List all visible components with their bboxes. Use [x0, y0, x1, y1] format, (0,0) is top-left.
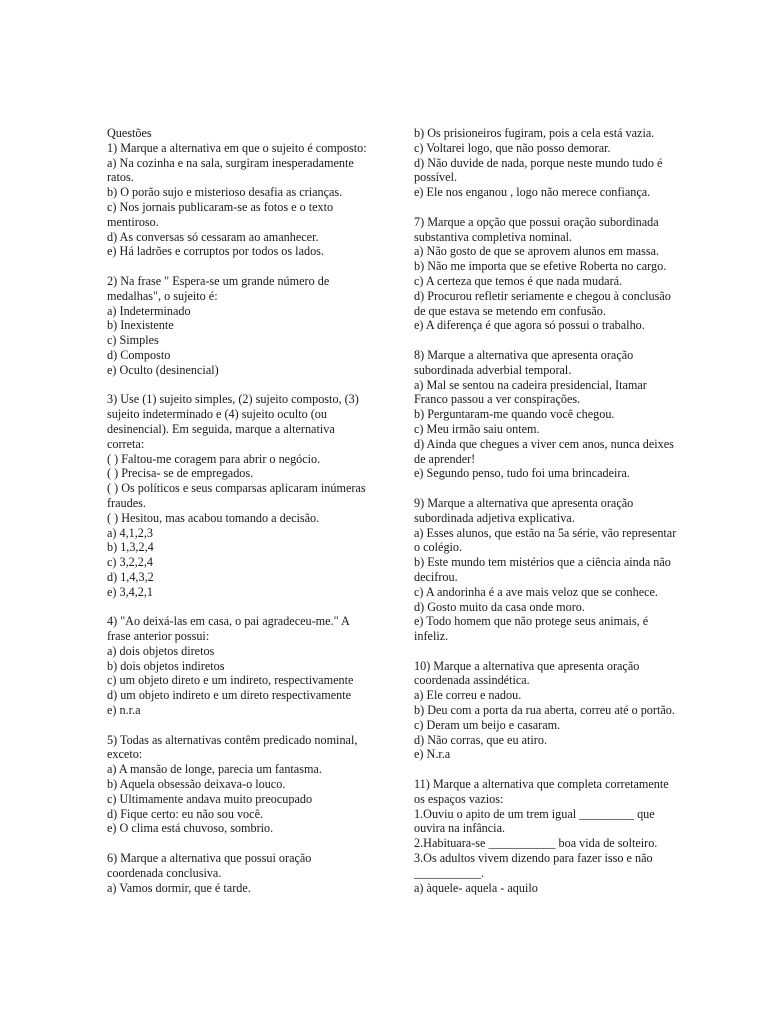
option-e: e) Todo homem que não protege seus animais, é infeliz. [414, 614, 649, 644]
option-a: a) Vamos dormir, que é tarde. [107, 880, 251, 895]
option-a: a) Ele correu e nadou. [414, 688, 522, 703]
option-a: a) A mansão de longe, parecia um fantasma. [107, 762, 322, 777]
fill-item-4: ( ) Hesitou, mas acabou tomando a decisão. [107, 510, 320, 525]
option-c: c) Ultimamente andava muito preocupado [107, 791, 313, 806]
question-2 [107, 274, 369, 378]
right-column [414, 126, 682, 895]
option-d: d) Gosto muito da casa onde moro. [414, 599, 585, 614]
option-d: d) Ainda que chegues a viver cem anos, nunca deixes de aprender! [414, 436, 674, 466]
option-b: b) Os prisioneiros fugiram, pois a cela está vazia. [414, 126, 655, 140]
question-stem: 6) Marque a alternativa que possui oração coordenada conclusiva. [107, 851, 312, 880]
option-d: d) Não duvide de nada, porque neste mundo tudo é possível. [414, 155, 663, 185]
option-b: b) O porão sujo e misterioso desafia as crianças. [107, 185, 343, 200]
option-e: e) N.r.a [414, 747, 451, 762]
option-d: d) 1,4,3,2 [107, 569, 154, 584]
question-stem: 4) "Ao deixá-las em casa, o pai agradeceu-me." A frase anterior possui: [107, 614, 350, 644]
option-e: e) Ele nos enganou , logo não merece confiança. [414, 185, 651, 200]
option-e: e) O clima está chuvoso, sombrio. [107, 821, 274, 836]
option-b: b) Perguntaram-me quando você chegou. [414, 407, 615, 422]
option-a: a) Esses alunos, que estão na 5a série, vão representar o colégio. [414, 525, 677, 555]
option-c: c) A certeza que temos é que nada mudará. [414, 273, 623, 288]
option-c: c) um objeto direto e um indireto, respectivamente [107, 673, 354, 688]
question-3 [107, 392, 369, 599]
fill-item-2: 2.Habituara-se ___________ boa vida de solteiro. [414, 836, 658, 851]
question-1 [107, 141, 369, 259]
option-e: e) Segundo penso, tudo foi uma brincadeira. [414, 466, 630, 481]
question-stem: 11) Marque a alternativa que completa corretamente os espaços vazios: [414, 777, 669, 806]
option-a: a) Não gosto de que se aprovem alunos em massa. [414, 244, 660, 259]
option-d: d) Não corras, que eu atiro. [414, 732, 547, 747]
question-11 [414, 777, 682, 895]
question-6 [107, 851, 369, 895]
section-title: Questões [107, 126, 152, 140]
question-10 [414, 659, 682, 763]
option-e: e) Há ladrões e corruptos por todos os lados. [107, 244, 324, 259]
option-d: d) Fique certo: eu não sou você. [107, 806, 264, 821]
option-c: c) A andorinha é a ave mais veloz que se conhece. [414, 584, 658, 599]
option-c: c) Nos jornais publicaram-se as fotos e o texto mentiroso. [107, 199, 334, 229]
option-b: b) Este mundo tem mistérios que a ciência ainda não decifrou. [414, 555, 671, 584]
fill-item-2: ( ) Precisa- se de empregados. [107, 466, 254, 481]
question-stem: 9) Marque a alternativa que apresenta oração subordinada adjetiva explicativa. [414, 495, 634, 525]
question-stem: 5) Todas as alternativas contêm predicado nominal, exceto: [107, 732, 358, 762]
question-stem: 8) Marque a alternativa que apresenta oração subordinada adverbial temporal. [414, 347, 634, 377]
option-d: d) Procurou refletir seriamente e chegou à conclusão de que estava se metendo em confusão. [414, 288, 671, 318]
question-4 [107, 614, 369, 718]
fill-item-1: 1.Ouviu o apito de um trem igual _________ que ouvira na infância. [414, 806, 655, 836]
option-c: c) Meu irmão saiu ontem. [414, 421, 540, 436]
fill-item-3: ( ) Os políticos e seus comparsas aplicaram inúmeras fraudes. [107, 481, 366, 510]
question-8 [414, 348, 682, 481]
option-a: a) Indeterminado [107, 303, 191, 318]
option-a: a) dois objetos diretos [107, 643, 215, 658]
fill-item-3: 3.Os adultos vivem dizendo para fazer isso e não ___________. [414, 851, 653, 880]
option-b: b) Deu com a porta da rua aberta, correu até o portão. [414, 703, 675, 718]
option-b: b) Inexistente [107, 318, 174, 333]
option-c: c) Simples [107, 333, 159, 348]
option-e: e) n.r.a [107, 703, 141, 718]
question-6-continued [414, 126, 682, 200]
option-a: a) Mal se sentou na cadeira presidencial, Itamar Franco passou a ver conspirações. [414, 377, 647, 407]
option-d: d) um objeto indireto e um direto respectivamente [107, 688, 352, 703]
option-a: a) Na cozinha e na sala, surgiram inesperadamente ratos. [107, 155, 354, 185]
left-column [107, 126, 369, 895]
option-e: e) A diferença é que agora só possui o trabalho. [414, 318, 645, 333]
question-5 [107, 733, 369, 837]
question-stem: 7) Marque a opção que possui oração subordinada substantiva completiva nominal. [414, 214, 659, 244]
question-stem: 10) Marque a alternativa que apresenta oração coordenada assindética. [414, 658, 640, 688]
option-a: a) àquele- aquela - aquilo [414, 880, 538, 895]
question-stem: 2) Na frase " Espera-se um grande número de medalhas", o sujeito é: [107, 273, 330, 303]
option-c: c) Voltarei logo, que não posso demorar. [414, 140, 611, 155]
option-b: b) 1,3,2,4 [107, 540, 154, 555]
option-b: b) Aquela obsessão deixava-o louco. [107, 777, 286, 792]
option-b: b) Não me importa que se efetive Roberta no cargo. [414, 259, 667, 274]
option-b: b) dois objetos indiretos [107, 658, 225, 673]
question-stem: 1) Marque a alternativa em que o sujeito é composto: [107, 140, 367, 155]
option-d: d) As conversas só cessaram ao amanhecer. [107, 229, 319, 244]
option-c: c) 3,2,2,4 [107, 555, 154, 570]
option-d: d) Composto [107, 347, 171, 362]
option-e: e) Oculto (desinencial) [107, 362, 219, 377]
question-7 [414, 215, 682, 333]
option-a: a) 4,1,2,3 [107, 525, 154, 540]
option-e: e) 3,4,2,1 [107, 584, 154, 599]
fill-item-1: ( ) Faltou-me coragem para abrir o negócio. [107, 451, 321, 466]
question-stem: 3) Use (1) sujeito simples, (2) sujeito composto, (3) sujeito indeterminado e (4) sujeito oculto (ou desinencial). Em seguida, marque a alternativa correta: [107, 392, 359, 451]
option-c: c) Deram um beijo e casaram. [414, 717, 561, 732]
question-9 [414, 496, 682, 644]
